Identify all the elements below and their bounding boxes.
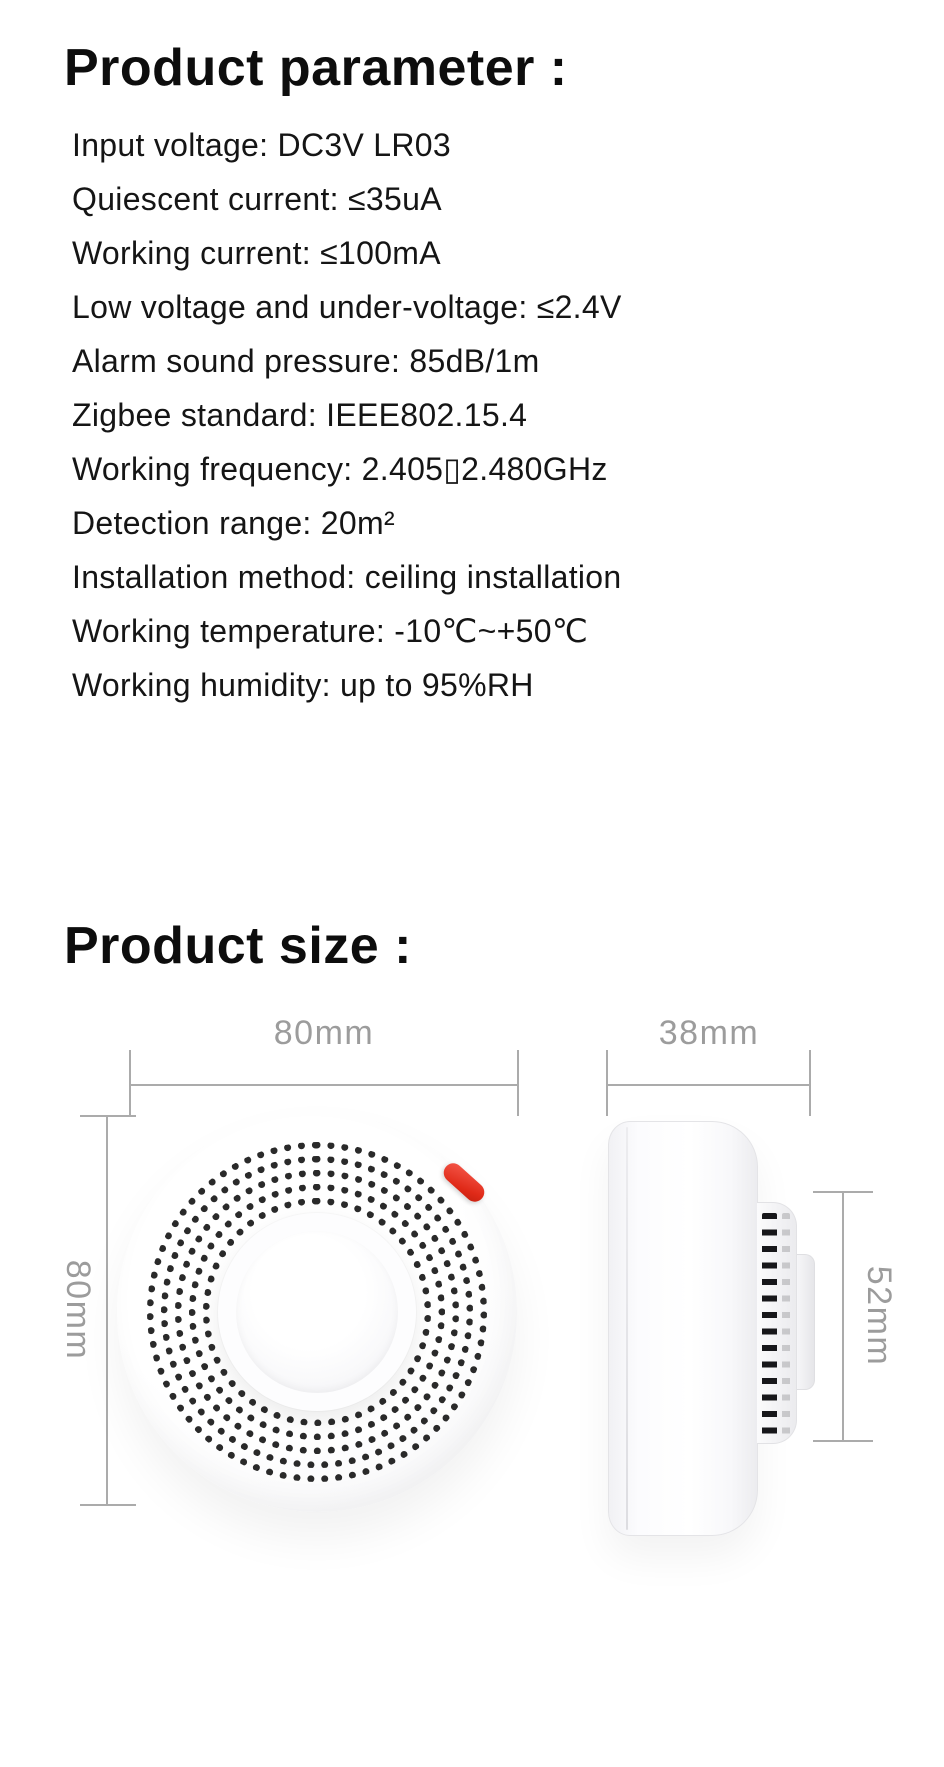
- side-view-vent-section: [757, 1202, 797, 1444]
- front-width-tick-right: [517, 1050, 519, 1116]
- param-item-input-voltage: Input voltage: DC3V LR03: [72, 127, 451, 163]
- param-item-installation: Installation method: ceiling installation: [72, 559, 622, 595]
- front-width-dimension-line: [130, 1084, 519, 1086]
- smoke-detector-side-view: [608, 1121, 758, 1536]
- side-height-dimension-label: 52mm: [860, 1265, 898, 1367]
- side-width-tick-right: [809, 1050, 811, 1116]
- side-width-dimension-label: 38mm: [658, 1014, 760, 1052]
- vent-slots-faint: [782, 1213, 790, 1435]
- front-width-dimension-label: 80mm: [273, 1014, 375, 1052]
- vent-slots: [762, 1213, 777, 1435]
- side-height-tick-top: [813, 1191, 873, 1193]
- param-item-working-temperature: Working temperature: -10℃~+50℃: [72, 613, 589, 649]
- param-item-alarm-sound: Alarm sound pressure: 85dB/1m: [72, 343, 540, 379]
- product-size-title: Product size :: [64, 917, 412, 975]
- product-parameter-list: [72, 118, 622, 712]
- side-width-dimension-line: [607, 1084, 811, 1086]
- param-item-working-frequency: Working frequency: 2.405▯2.480GHz: [72, 451, 608, 487]
- param-item-working-humidity: Working humidity: up to 95%RH: [72, 667, 534, 703]
- front-height-tick-bottom: [80, 1504, 136, 1506]
- param-item-detection-range: Detection range: 20m²: [72, 505, 395, 541]
- param-item-working-current: Working current: ≤100mA: [72, 235, 441, 271]
- side-width-tick-left: [606, 1050, 608, 1116]
- side-height-tick-bottom: [813, 1440, 873, 1442]
- front-height-dimension-label: 80mm: [59, 1259, 97, 1361]
- front-width-tick-left: [129, 1050, 131, 1116]
- side-view-seam-line: [626, 1127, 628, 1530]
- side-height-dimension-line: [842, 1192, 844, 1442]
- product-parameter-title: Product parameter :: [64, 39, 568, 97]
- test-button-outer: [218, 1213, 416, 1411]
- front-height-dimension-line: [106, 1116, 108, 1506]
- front-height-tick-top: [80, 1115, 136, 1117]
- side-view-center-nub: [797, 1254, 815, 1390]
- param-item-zigbee-standard: Zigbee standard: IEEE802.15.4: [72, 397, 528, 433]
- test-button: [236, 1231, 398, 1393]
- param-item-quiescent-current: Quiescent current: ≤35uA: [72, 181, 442, 217]
- param-item-low-voltage: Low voltage and under-voltage: ≤2.4V: [72, 289, 622, 325]
